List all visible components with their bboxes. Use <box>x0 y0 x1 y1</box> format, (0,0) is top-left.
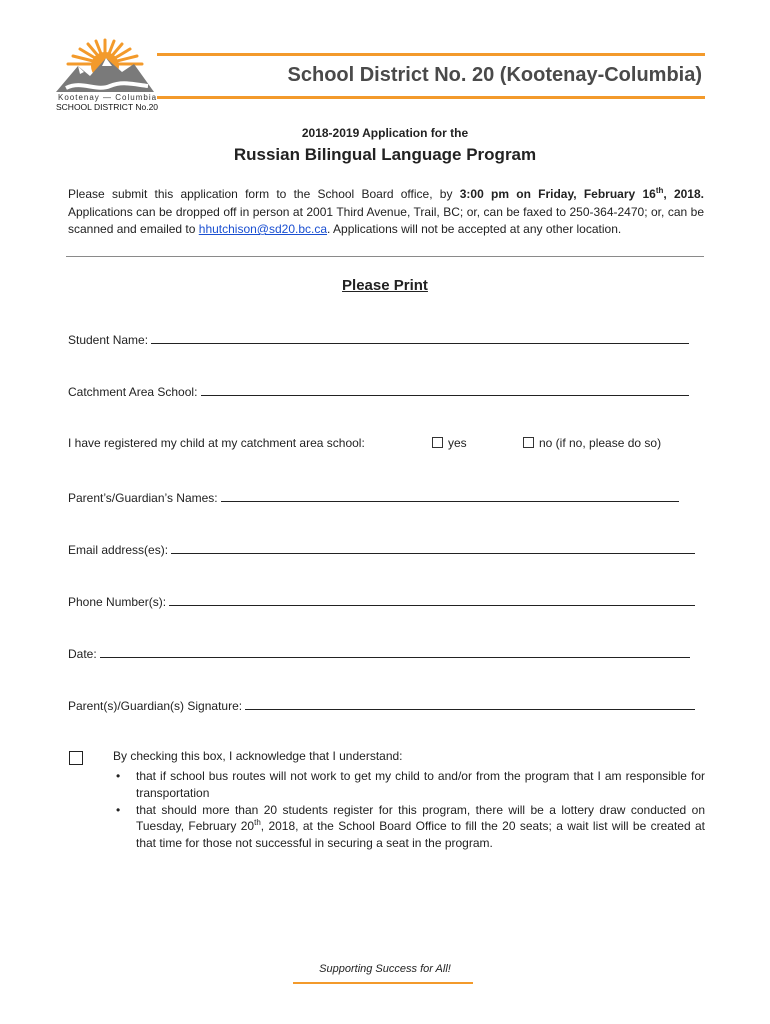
header-rule-top <box>157 53 705 56</box>
option-no[interactable] <box>523 436 661 450</box>
student-name-label: Student Name: <box>68 333 152 347</box>
option-yes[interactable] <box>432 436 467 450</box>
phone-field[interactable] <box>68 593 695 609</box>
form-title: Russian Bilingual Language Program <box>233 145 537 164</box>
acknowledge-list <box>113 768 705 852</box>
guardian-names-field[interactable] <box>68 489 679 505</box>
logo-text-region: Kootenay — Columbia <box>58 93 158 102</box>
registered-question: I have registered my child at my catchment area school: <box>68 436 365 450</box>
district-name: School District No. 20 (Kootenay-Columbia) <box>287 64 702 86</box>
email-field[interactable] <box>68 541 695 557</box>
header-rule-bottom <box>157 96 705 99</box>
date-field[interactable] <box>68 645 690 661</box>
signature-label: Parent(s)/Guardian(s) Signature: <box>68 699 246 713</box>
intro-paragraph: Please submit this application form to the School Board office, by 3:00 pm on Friday, February 16th, 2018. Applications can be dropped off in person at 2001 Third Avenue, Trail, BC; or, can be faxed to 250-364-2470; or, can be scanned and emailed to hhutchison@sd20.bc.ca. Applications will not be accepted at any other location. <box>68 186 704 236</box>
acknowledge-item-lottery: • that should more than 20 students register for this program, there will be a lottery draw conducted on Tuesday, February 20th, 2018, at the School Board Office to fill the 20 seats; a wait list will be created at that time for those not successful in securing a seat in the program. <box>113 802 705 852</box>
acknowledge-intro: By checking this box, I acknowledge that I understand: <box>113 749 403 763</box>
acknowledge-item-transport: • that if school bus routes will not work to get my child to and/or from the program that I am responsible for transportation <box>113 768 705 802</box>
phone-label: Phone Number(s): <box>68 595 170 609</box>
section-divider <box>66 256 704 257</box>
email-line[interactable] <box>171 541 695 554</box>
logo-text-district: SCHOOL DISTRICT No.20 <box>56 102 159 112</box>
email-link[interactable]: hhutchison@sd20.bc.ca <box>198 222 328 236</box>
no-checkbox[interactable] <box>523 437 534 448</box>
catchment-school-field[interactable] <box>68 383 689 399</box>
phone-line[interactable] <box>169 593 695 606</box>
footer-tagline: Supporting Success for All! <box>319 963 451 975</box>
signature-field[interactable] <box>68 697 695 713</box>
student-name-line[interactable] <box>151 331 689 344</box>
guardian-names-line[interactable] <box>221 489 679 502</box>
guardian-names-label: Parent’s/Guardian’s Names: <box>68 491 221 505</box>
acknowledge-checkbox[interactable] <box>69 751 83 765</box>
footer-rule <box>293 982 473 984</box>
email-label: Email address(es): <box>68 543 172 557</box>
option-no-label: no (if no, please do so) <box>539 436 662 450</box>
please-print-heading: Please Print <box>342 277 428 294</box>
signature-line[interactable] <box>245 697 695 710</box>
student-name-field[interactable] <box>68 331 689 347</box>
form-subtitle: 2018-2019 Application for the <box>301 126 469 140</box>
date-line[interactable] <box>100 645 690 658</box>
catchment-school-line[interactable] <box>201 383 689 396</box>
option-yes-label: yes <box>448 436 467 450</box>
catchment-school-label: Catchment Area School: <box>68 385 201 399</box>
date-label: Date: <box>68 647 101 661</box>
yes-checkbox[interactable] <box>432 437 443 448</box>
